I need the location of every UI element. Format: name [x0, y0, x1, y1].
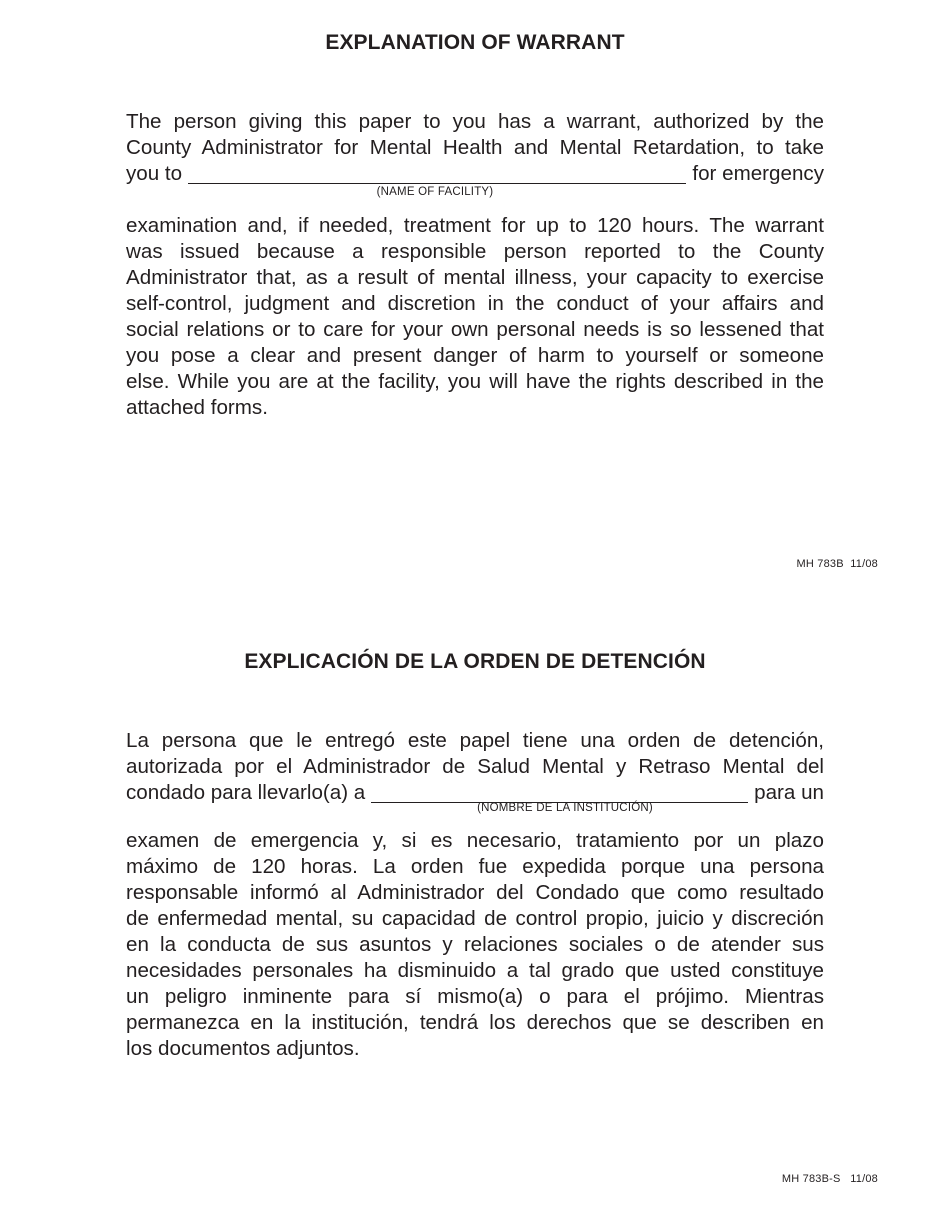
spanish-body-line: responsable informó al Administrador del Condado que como resultado	[126, 881, 824, 904]
spanish-body-line: de enfermedad mental, su capacidad de control propio, juicio y discreción	[126, 907, 824, 930]
spanish-title: EXPLICACIÓN DE LA ORDEN DE DETENCIÓN	[244, 650, 706, 673]
english-body-line: was issued because a responsible person reported to the County	[126, 240, 824, 263]
spanish-form-code: MH 783B-S 11/08	[781, 1173, 878, 1185]
spanish-intro-line: autorizada por el Administrador de Salud Mental y Retraso Mental del	[126, 755, 824, 778]
spanish-intro	[126, 728, 824, 806]
spanish-body-line: examen de emergencia y, si es necesario, tratamiento por un plazo	[126, 829, 824, 852]
spanish-fill-suffix: para un	[754, 781, 824, 804]
english-fill-suffix: for emergency	[692, 162, 824, 185]
english-body-line: self-control, judgment and discretion in the conduct of your affairs and	[126, 292, 824, 315]
english-intro	[126, 109, 824, 187]
spanish-body-line: los documentos adjuntos.	[126, 1037, 360, 1060]
english-title: EXPLANATION OF WARRANT	[325, 31, 625, 54]
english-body-line: else. While you are at the facility, you will have the rights described in the	[126, 370, 824, 393]
institution-name-caption: (NOMBRE DE LA INSTITUCIÓN)	[477, 802, 653, 814]
spanish-intro-line: La persona que le entregó este papel tiene una orden de detención,	[126, 729, 824, 752]
english-form-code: MH 783B 11/08	[796, 558, 878, 570]
spanish-body-line: necesidades personales ha disminuido a tal grado que usted constituye	[126, 959, 824, 982]
spanish-body-line: en la conducta de sus asuntos y relaciones sociales o de atender sus	[126, 933, 824, 956]
english-body-line: you pose a clear and present danger of harm to yourself or someone	[126, 344, 824, 367]
spanish-fill-prefix: condado para llevarlo(a) a	[126, 781, 366, 804]
spanish-body-line: máximo de 120 horas. La orden fue expedida porque una persona	[126, 855, 824, 878]
institution-name-blank[interactable]	[371, 784, 748, 803]
facility-name-blank[interactable]	[188, 165, 686, 184]
english-facility-row	[126, 161, 824, 187]
facility-name-caption: (NAME OF FACILITY)	[376, 186, 494, 198]
english-body	[126, 213, 824, 421]
english-body-line: attached forms.	[126, 396, 268, 419]
spanish-body-line: permanezca en la institución, tendrá los derechos que se describen en	[126, 1011, 824, 1034]
english-body-line: examination and, if needed, treatment for up to 120 hours. The warrant	[126, 214, 824, 237]
english-intro-line: The person giving this paper to you has a warrant, authorized by the	[126, 110, 824, 133]
english-body-line: social relations or to care for your own personal needs is so lessened that	[126, 318, 824, 341]
english-fill-prefix: you to	[126, 162, 183, 185]
english-body-line: Administrator that, as a result of mental illness, your capacity to exercise	[126, 266, 824, 289]
spanish-body-line: un peligro inminente para sí mismo(a) o para el prójimo. Mientras	[126, 985, 824, 1008]
spanish-body	[126, 828, 824, 1062]
english-intro-line: County Administrator for Mental Health and Mental Retardation, to take	[126, 136, 824, 159]
